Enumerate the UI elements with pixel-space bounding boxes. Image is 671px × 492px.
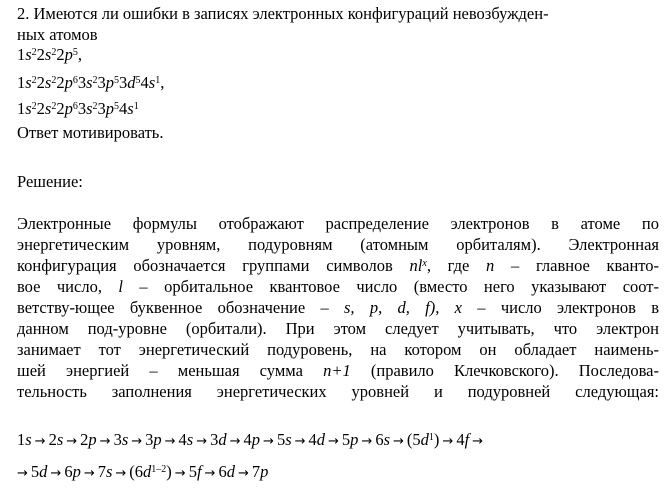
solution-line-7: занимает тот энергетический подуровень, на котором он обладает наимень- (17, 340, 659, 359)
solution-heading: Решение: (17, 172, 83, 191)
solution-line-2: энергетическим уровням, подуровням (атомным орбиталям). Электронная (17, 235, 659, 254)
solution-line-6: данном под-уровне (орбитали). При этом следует учитывать, что электрон (17, 319, 659, 338)
solution-line-1: Электронные формулы отображают распределение электронов в атоме по (17, 214, 659, 233)
solution-line-8: шей энергией – меньшая сумма n+1 (правило Клечковского). Последова- (17, 361, 660, 380)
config-formula-2: $1s^22s^22p^63s^23p^53d^54s^1$, (17, 73, 165, 92)
solution-line-4: вое число, l – орбитальное квантовое число (вместо него указывают соот- (17, 277, 660, 296)
answer-note: Ответ мотивировать. (17, 123, 164, 142)
filling-sequence-line-2: → $5d \to 6p \to 7s \to (6d^{1-2}) \to 5f \to 6d \to 7p$ (17, 462, 269, 481)
solution-line-9: тельность заполнения энергетических уровней и подуровней следующая: (17, 382, 659, 401)
task-line-1: 2. Имеются ли ошибки в записях электронных конфигураций невозбужден- (17, 4, 549, 23)
solution-line-3: конфигурация обозначается группами символов $nl^x$, где n – главное кванто- (17, 256, 660, 275)
solution-line-5: ветству-ющее буквенное обозначение – s, p, d, f), x – число электронов в (17, 298, 660, 317)
task-line-2: ных атомов (17, 25, 98, 44)
config-formula-1: $1s^22s^22p^5$, (17, 45, 82, 64)
filling-sequence-line-1: $1s \to 2s \to 2p \to 3s \to 3p \to 4s \to 3d \to 4p \to 5s \to 4d \to 5p \to 6s \to (5d^1) \to 4f$ → (17, 430, 484, 449)
config-formula-3: $1s^22s^22p^63s^23p^54s^1$ (17, 99, 139, 118)
